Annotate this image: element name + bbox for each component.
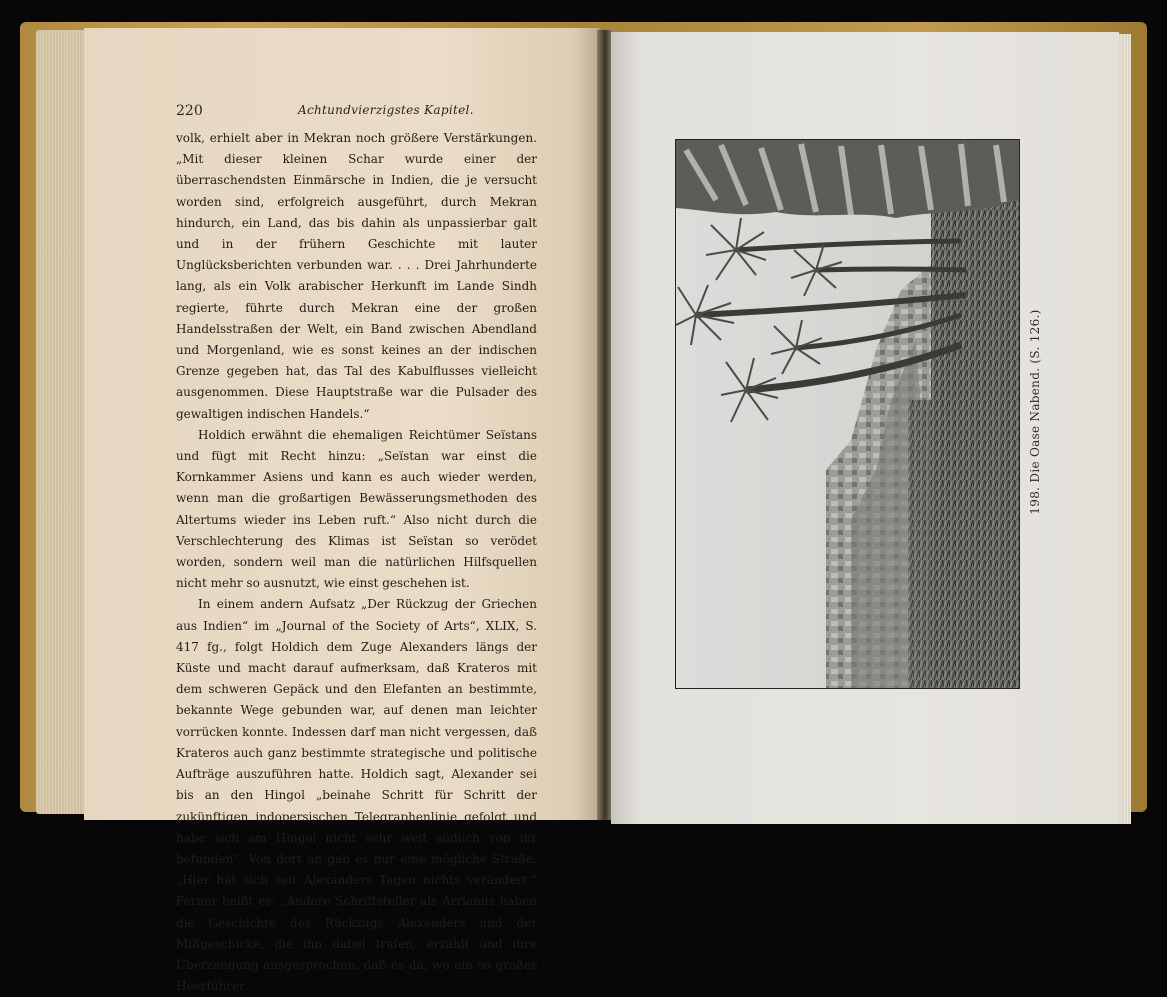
paragraph: volk, erhielt aber in Mekran noch größere Verstärkungen. „Mit dieser kleinen Schar wurde einer der überraschendsten Einmärsche in Indien, die je versucht worden sind, erfolgreich ausgeführt, durch Mekran hindurch, ein Land, das bis dahin als unpassierbar galt und in der frühern Geschichte mit lauter Unglücksberichten verbunden war. . . . Drei Jahrhunderte lang, als ein Volk arabischer Herkunft im Lande Sindh regierte, führte durch Mekran eine der großen Handelsstraßen der Welt, ein Band zwischen Abendland und Morgenland, wie es sonst keines an der indischen Grenze gegeben hat, das Tal des Kabulflusses vielleicht ausgenommen. Diese Hauptstraße war die Pulsader des gewaltigen indischen Handels.“ — [176, 131, 537, 421]
page-edges-right — [1117, 34, 1131, 824]
paragraph: In einem andern Aufsatz „Der Rückzug der Griechen aus Indien“ im „Journal of the Society of Arts“, XLIX, S. 417 fg., folgt Holdich dem Zuge Alexanders längs der Küste und macht darauf aufmerksam, daß Krateros mit dem schweren Gepäck und den Elefanten an bestimmte, bekannte Wege gebunden war, auf denen man leichter vorrücken konnte. Indessen darf man nicht vergessen, daß Krateros auch ganz bestimmte strategische und politische Aufträge auszuführen hatte. Holdich sagt, Alexander sei bis an den Hingol „beinahe Schritt für Schritt der zukünftigen indopersischen Telegraphenlinie gefolgt und habe sich am Hingol nicht sehr weit südlich von ihr befunden“. Von dort an gab es nur eine mögliche Straße. „Hier hat sich seit Alexanders Tagen nichts verändert.“ Ferner heißt es: „Andere Schriftsteller als Arrianus haben die Geschichte des Rückzugs Alexanders und der Mißgeschicke, die ihn dabei trafen, erzählt und ihre Überzeugung ausgesprochen, daß es da, wo ein so großer Heerführer — [176, 597, 537, 994]
paragraph: Holdich erwähnt die ehemaligen Reichtümer Seïstans und fügt mit Recht hinzu: „Seïstan war einst die Kornkammer Asiens und kann es auch wieder werden, wenn man die großartigen Bewässerungsmethoden des Altertums wieder ins Leben ruft.“ Also nicht durch die Verschlechterung des Klimas ist Seïstan so verödet worden, sondern weil man die natürlichen Hilfsquellen nicht mehr so ausnutzt, wie einst geschehen ist. — [176, 427, 537, 591]
body-text — [176, 128, 537, 997]
running-head: Achtundvierzigstes Kapitel. — [298, 103, 474, 117]
photo-plate — [675, 139, 1020, 689]
page-number: 220 — [176, 103, 203, 119]
oasis-photograph — [676, 140, 1019, 688]
page-edges-left — [36, 30, 86, 814]
plate-caption: 198. Die Oase Nabend. (S. 126.) — [1028, 309, 1042, 515]
